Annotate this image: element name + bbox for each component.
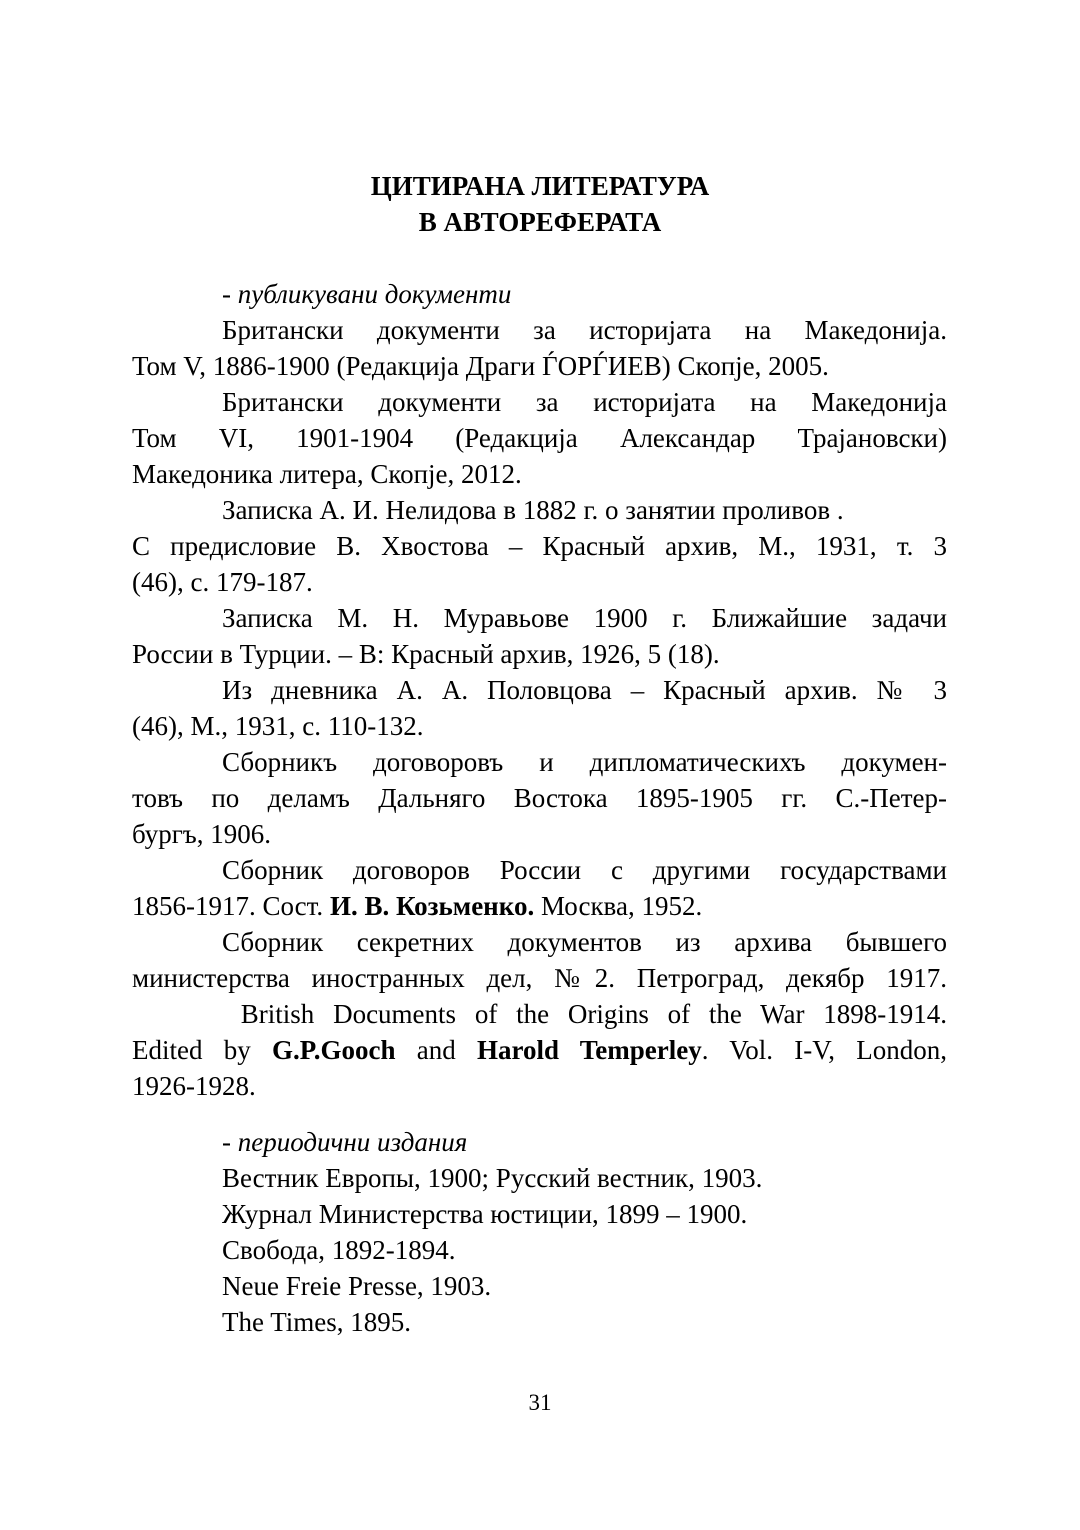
editor-name: И. В. Козьменко. [329, 891, 535, 921]
citation-line: Записка А. И. Нелидова в 1882 г. о занятии проливов . [222, 495, 844, 525]
citation-line: Том V, 1886-1900 (Редакција Драги ЃОРЃИЕВ) Скопје, 2005. [132, 351, 829, 381]
citation-entry [132, 852, 947, 924]
title-line-1: ЦИТИРАНА ЛИТЕРАТУРА [370, 171, 710, 201]
citation-text: and [395, 1035, 477, 1065]
citation-line: (46), М., 1931, с. 110-132. [132, 711, 424, 741]
list-item: Свобода, 1892-1894. [222, 1235, 456, 1265]
citation-line: России в Турции. – В: Красный архив, 1926, 5 (18). [132, 639, 720, 669]
page-number: 31 [528, 1390, 552, 1415]
citation-line: товъ по деламъ Дальняго Востока 1895-1905 гг. С.-Петер- [132, 783, 947, 813]
citation-line: Сборникъ договоровъ и дипломатическихъ докумен- [222, 747, 947, 777]
citation-line: Из дневника А. А. Половцова – Красный архив. № 3 [222, 675, 947, 705]
section-heading-periodicals [132, 1124, 947, 1160]
citation-line: бургъ, 1906. [132, 819, 271, 849]
heading-dash: - [222, 1127, 238, 1157]
heading-dash: - [222, 279, 238, 309]
citation-line: С предисловие В. Хвостова – Красный архив, М., 1931, т. 3 [132, 531, 947, 561]
citation-line [132, 888, 947, 924]
list-item: Вестник Европы, 1900; Русский вестник, 1903. [222, 1163, 763, 1193]
list-item: The Times, 1895. [222, 1307, 412, 1337]
page-title [0, 168, 1080, 240]
citation-text: 1856-1917. Сост. [132, 891, 330, 921]
list-item: Neue Freie Presse, 1903. [222, 1271, 492, 1301]
citation-text: Москва, 1952. [534, 891, 703, 921]
citation-entry [132, 996, 947, 1104]
citation-text: Edited by [132, 1035, 272, 1065]
citation-line: Сборник секретних документов из архива бывшего [222, 927, 947, 957]
citation-entry [132, 492, 947, 600]
citation-line: Британски документи за историјата на Македонија. [222, 315, 947, 345]
citation-line: Том VI, 1901-1904 (Редакција Александар Трајановски) [132, 423, 947, 453]
heading-text: периодични издания [237, 1127, 468, 1157]
published-documents-section [132, 276, 947, 1104]
citation-line: Британски документи за историјата на Македонија [222, 387, 947, 417]
citation-entry [132, 312, 947, 384]
citation-entry [132, 672, 947, 744]
citation-line: 1926-1928. [132, 1071, 256, 1101]
citation-entry [132, 600, 947, 672]
periodicals-section [132, 1124, 947, 1340]
citation-line [132, 1032, 947, 1068]
citation-entry [132, 744, 947, 852]
section-heading-published [132, 276, 947, 312]
editor-name: G.P.Gooch [271, 1035, 396, 1065]
heading-text: публикувани документи [237, 279, 512, 309]
editor-name: Harold Temperley [476, 1035, 702, 1065]
citation-line: (46), с. 179-187. [132, 567, 313, 597]
citation-line: British Documents of the Origins of the War 1898-1914. [222, 999, 947, 1029]
citation-line: Сборник договоров России с другими государствами [222, 855, 947, 885]
title-line-2: В АВТОРЕФЕРАТА [418, 207, 662, 237]
citation-entry [132, 384, 947, 492]
citation-entry [132, 924, 947, 996]
citation-line: Македоника литера, Скопје, 2012. [132, 459, 522, 489]
citation-text: . Vol. I-V, London, [701, 1035, 947, 1065]
list-item: Журнал Министерства юстиции, 1899 – 1900. [222, 1199, 748, 1229]
citation-line: Записка М. Н. Муравьове 1900 г. Ближайшие задачи [222, 603, 947, 633]
citation-line: министерства иностранных дел, №2. Петроград, декябр 1917. [132, 963, 947, 993]
